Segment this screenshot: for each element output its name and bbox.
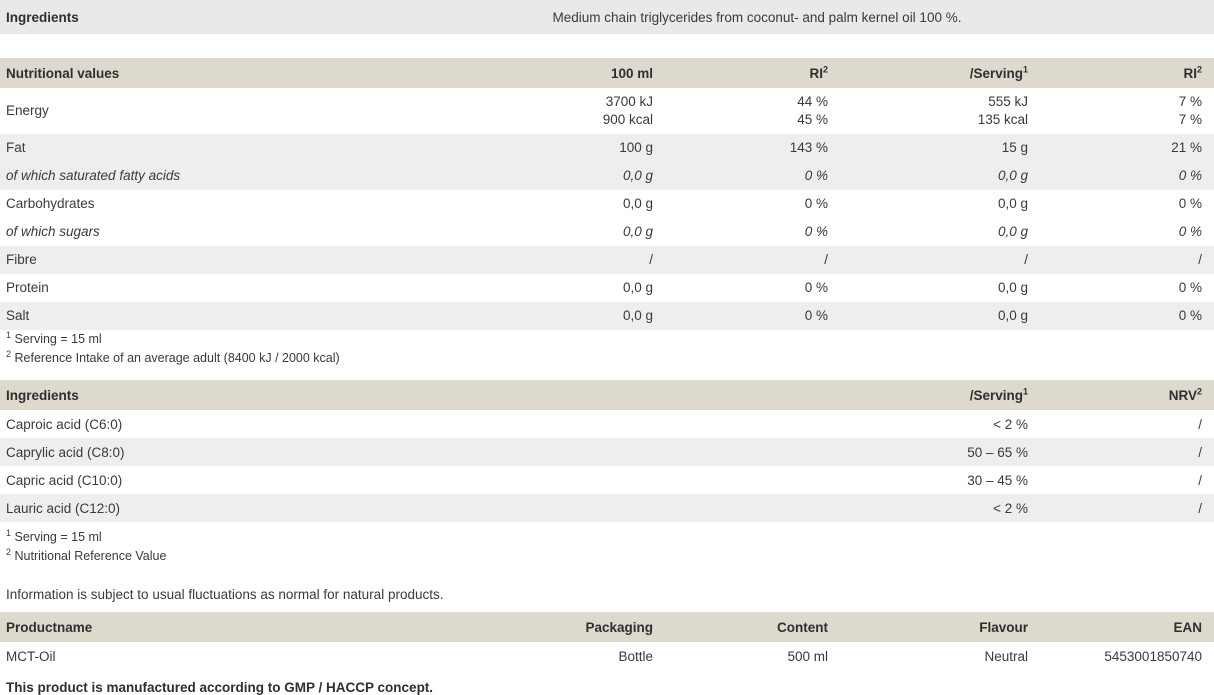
value-ri2-kj: 7 % bbox=[1178, 94, 1202, 109]
product-header-ean: EAN bbox=[1040, 612, 1214, 642]
nutrition-row-ri-serving: 0 % bbox=[1178, 168, 1202, 183]
fatty-acid-serving: 50 – 65 % bbox=[967, 444, 1029, 460]
nutrition-row-ri-100ml bbox=[665, 88, 840, 134]
nutrition-row-100ml: / bbox=[649, 252, 653, 267]
value-kcal: 900 kcal bbox=[602, 112, 653, 127]
nutrition-row-100ml: 0,0 g bbox=[622, 308, 653, 323]
product-header-row bbox=[0, 612, 1214, 642]
ingredients-band bbox=[0, 0, 1214, 34]
nutrition-row-ri-serving: 0 % bbox=[1178, 280, 1202, 295]
footnote-text-4: Nutritional Reference Value bbox=[14, 549, 167, 563]
footnote-text-2: Reference Intake of an average adult (8400 kJ / 2000 kcal) bbox=[14, 351, 340, 365]
serving-superscript: 1 bbox=[1022, 64, 1028, 74]
table-row bbox=[0, 190, 1214, 218]
nutrition-header-100ml: 100 ml bbox=[430, 58, 665, 88]
ri-superscript: 2 bbox=[822, 64, 828, 74]
fatty-acids-header-title: Ingredients bbox=[0, 380, 665, 410]
nutrition-row-name: of which sugars bbox=[6, 224, 100, 239]
nutrition-row-serving: 0,0 g bbox=[997, 308, 1028, 323]
information-note: Information is subject to usual fluctuations as normal for natural products. bbox=[6, 587, 444, 602]
product-header-content: Content bbox=[665, 612, 840, 642]
fatty-acids-header-nrv bbox=[1040, 380, 1214, 410]
nutrition-header-title: Nutritional values bbox=[0, 58, 430, 88]
nutrition-row-100ml: 0,0 g bbox=[622, 280, 653, 295]
nutrition-row-ri-100ml: 0 % bbox=[804, 196, 828, 211]
nutrition-row-ri-100ml: 0 % bbox=[804, 280, 828, 295]
fatty-acid-nrv: / bbox=[1198, 472, 1203, 488]
nutrition-row-name: Carbohydrates bbox=[6, 196, 95, 211]
footnote-text-1: Serving = 15 ml bbox=[14, 332, 102, 346]
footnote-marker-2: 2 bbox=[6, 348, 12, 359]
fatty-acid-nrv: / bbox=[1198, 416, 1203, 432]
table-row bbox=[0, 494, 1214, 522]
value-serv-kj: 555 kJ bbox=[988, 94, 1028, 109]
product-name: MCT-Oil bbox=[6, 648, 56, 664]
table-row bbox=[0, 466, 1214, 494]
fatty-acid-name: Capric acid (C10:0) bbox=[6, 472, 123, 488]
nutrition-row-serving: / bbox=[1024, 252, 1028, 267]
spacer bbox=[0, 566, 1214, 578]
fatty-acid-spacer bbox=[665, 410, 840, 438]
nutrition-row-ri-100ml: 0 % bbox=[804, 224, 828, 239]
nutrition-footnote-2 bbox=[0, 349, 1214, 368]
spacer bbox=[0, 368, 1214, 380]
nutrition-row-ri-serving: 0 % bbox=[1178, 308, 1202, 323]
nutrition-header-ri-serving bbox=[1040, 58, 1214, 88]
fatty-acid-name: Lauric acid (C12:0) bbox=[6, 500, 121, 516]
table-row bbox=[0, 246, 1214, 274]
footnote-marker-1: 1 bbox=[6, 329, 12, 340]
fatty-acids-header-row bbox=[0, 380, 1214, 410]
nutrition-row-name: Fibre bbox=[6, 252, 37, 267]
product-flavour: Neutral bbox=[984, 648, 1028, 664]
product-ean: 5453001850740 bbox=[1104, 648, 1202, 664]
fatty-acids-header-serving bbox=[840, 380, 1040, 410]
ri-label: RI bbox=[809, 65, 823, 81]
nutrition-header-row bbox=[0, 58, 1214, 88]
nutrition-row-ri-serving bbox=[1040, 88, 1214, 134]
nutrition-header-ri-100ml bbox=[665, 58, 840, 88]
nutrition-row-name: of which saturated fatty acids bbox=[6, 168, 181, 183]
value-ri-kcal: 45 % bbox=[797, 112, 828, 127]
nutrition-table bbox=[0, 58, 1214, 330]
nutrition-row-name: Protein bbox=[6, 280, 49, 295]
nutrition-row-100ml: 0,0 g bbox=[622, 168, 653, 183]
fatty-acid-spacer bbox=[665, 438, 840, 466]
serving-label: /Serving bbox=[969, 387, 1023, 403]
fatty-acid-nrv: / bbox=[1198, 444, 1203, 460]
nutrition-row-serving: 0,0 g bbox=[997, 224, 1028, 239]
product-table bbox=[0, 612, 1214, 670]
nutrition-row-name: Fat bbox=[6, 140, 26, 155]
table-row bbox=[0, 88, 1214, 134]
nutrition-row-serving: 0,0 g bbox=[997, 168, 1028, 183]
nutrition-row-ri-serving: 0 % bbox=[1178, 196, 1202, 211]
nutrition-row-name: Energy bbox=[6, 103, 49, 118]
table-row bbox=[0, 438, 1214, 466]
nutrition-row-ri-100ml: 0 % bbox=[804, 168, 828, 183]
ingredients-band-row bbox=[0, 0, 1214, 34]
ingredients-band-value: Medium chain triglycerides from coconut- and palm kernel oil 100 %. bbox=[552, 9, 962, 25]
table-row bbox=[0, 274, 1214, 302]
nutrition-row-100ml: 0,0 g bbox=[622, 196, 653, 211]
nrv-label: NRV bbox=[1168, 387, 1197, 403]
product-content: 500 ml bbox=[787, 648, 828, 664]
ri-superscript-2: 2 bbox=[1196, 64, 1202, 74]
product-header-packaging: Packaging bbox=[430, 612, 665, 642]
nrv-superscript: 2 bbox=[1197, 386, 1203, 396]
table-row bbox=[0, 162, 1214, 190]
value-ri-kj: 44 % bbox=[797, 94, 828, 109]
gmp-note: This product is manufactured according to GMP / HACCP concept. bbox=[6, 680, 434, 695]
serving-superscript: 1 bbox=[1023, 386, 1029, 396]
nutrition-row-ri-serving: 21 % bbox=[1171, 140, 1202, 155]
nutrition-row-name: Salt bbox=[6, 308, 30, 323]
nutrition-row-serving bbox=[840, 88, 1040, 134]
table-row bbox=[0, 410, 1214, 438]
serving-label: /Serving bbox=[969, 65, 1023, 81]
nutrition-row-serving: 15 g bbox=[1001, 140, 1028, 155]
nutrition-row-100ml: 0,0 g bbox=[622, 224, 653, 239]
table-row bbox=[0, 218, 1214, 246]
nutrition-row-ri-100ml: / bbox=[824, 252, 828, 267]
nutrition-row-serving: 0,0 g bbox=[997, 280, 1028, 295]
nutrition-row-ri-100ml: 0 % bbox=[804, 308, 828, 323]
footnote-text-3: Serving = 15 ml bbox=[14, 530, 102, 544]
product-packaging: Bottle bbox=[618, 648, 653, 664]
ingredients-band-label: Ingredients bbox=[6, 9, 79, 25]
fatty-acids-header-empty bbox=[665, 380, 840, 410]
fatty-acids-footnote-1 bbox=[0, 522, 1214, 547]
fatty-acid-spacer bbox=[665, 494, 840, 522]
nutrition-row-serving: 0,0 g bbox=[997, 196, 1028, 211]
nutrition-header-serving bbox=[840, 58, 1040, 88]
fatty-acid-serving: < 2 % bbox=[993, 500, 1029, 516]
nutrition-row-ri-serving: / bbox=[1198, 252, 1202, 267]
footnote-marker-4: 2 bbox=[6, 546, 12, 557]
fatty-acid-serving: 30 – 45 % bbox=[967, 472, 1029, 488]
table-row bbox=[0, 642, 1214, 670]
footnote-marker-3: 1 bbox=[6, 527, 12, 538]
fatty-acid-name: Caprylic acid (C8:0) bbox=[6, 444, 125, 460]
nutrition-row-100ml: 100 g bbox=[619, 140, 653, 155]
value-ri2-kcal: 7 % bbox=[1178, 112, 1202, 127]
fatty-acids-footnote-2 bbox=[0, 547, 1214, 566]
table-row bbox=[0, 302, 1214, 330]
fatty-acid-name: Caproic acid (C6:0) bbox=[6, 416, 123, 432]
nutrition-footnote-1 bbox=[0, 330, 1214, 349]
fatty-acid-spacer bbox=[665, 466, 840, 494]
nutrition-row-ri-serving: 0 % bbox=[1178, 224, 1202, 239]
fatty-acids-table bbox=[0, 380, 1214, 522]
nutrition-row-ri-100ml: 143 % bbox=[789, 140, 828, 155]
nutrition-row-100ml bbox=[430, 88, 665, 134]
value-kj: 3700 kJ bbox=[605, 94, 653, 109]
table-row bbox=[0, 134, 1214, 162]
product-header-flavour: Flavour bbox=[840, 612, 1040, 642]
value-serv-kcal: 135 kcal bbox=[977, 112, 1028, 127]
ri-label-2: RI bbox=[1183, 65, 1197, 81]
spacer bbox=[0, 34, 1214, 58]
product-header-name: Productname bbox=[0, 612, 430, 642]
fatty-acid-serving: < 2 % bbox=[993, 416, 1029, 432]
fatty-acid-nrv: / bbox=[1198, 500, 1203, 516]
